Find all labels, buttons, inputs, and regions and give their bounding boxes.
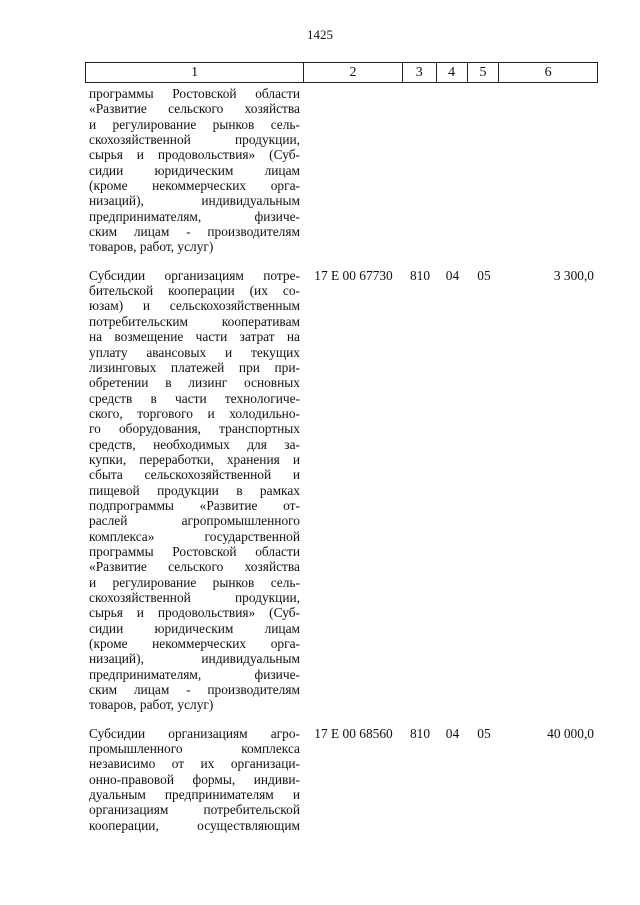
table-body bbox=[85, 86, 598, 833]
row-column-5: 05 bbox=[477, 267, 491, 283]
description-line: (кроме некоммерческих орга- bbox=[89, 636, 300, 652]
description-line: кооперации, осуществляющим bbox=[89, 817, 300, 833]
table-row bbox=[85, 86, 598, 255]
description-line: ским лицам - производителям bbox=[89, 682, 300, 698]
row-column-3 bbox=[403, 86, 437, 255]
column-header-6: 6 bbox=[544, 64, 552, 80]
description-line: скохозяйственной продукции, bbox=[89, 132, 300, 148]
description-line: пищевой продукции в рамках bbox=[89, 482, 300, 498]
description-line: лизинговых платежей при при- bbox=[89, 359, 300, 375]
description-line: сидии юридическим лицам bbox=[89, 620, 300, 636]
description-line: онно-правовой формы, индиви- bbox=[89, 771, 300, 787]
row-code: 17 Е 00 67730 bbox=[314, 267, 393, 283]
description-line: юзам) и сельскохозяйственным bbox=[89, 298, 300, 314]
description-line: и регулирование рынков сель- bbox=[89, 116, 300, 132]
description-line: ского, торгового и холодильно- bbox=[89, 405, 300, 421]
description-line: «Развитие сельского хозяйства bbox=[89, 101, 300, 117]
description-line: предпринимателям, физиче- bbox=[89, 208, 300, 224]
description-line: сидии юридическим лицам bbox=[89, 162, 300, 178]
row-description bbox=[85, 726, 304, 833]
description-line: низаций), индивидуальным bbox=[89, 193, 300, 209]
row-description bbox=[85, 268, 304, 713]
row-code: 17 Е 00 68560 bbox=[314, 725, 393, 741]
table-row bbox=[85, 268, 598, 713]
description-line: (кроме некоммерческих орга- bbox=[89, 178, 300, 194]
description-line: раслей агропромышленного bbox=[89, 513, 300, 529]
row-column-5 bbox=[468, 86, 500, 255]
description-line: программы Ростовской области bbox=[89, 543, 300, 559]
column-header-1: 1 bbox=[86, 63, 304, 82]
budget-table bbox=[85, 62, 598, 833]
column-header-3: 3 bbox=[403, 63, 437, 82]
description-line: предпринимателям, физиче- bbox=[89, 666, 300, 682]
table-header-row bbox=[85, 62, 598, 83]
table-row bbox=[85, 726, 598, 833]
row-column-3: 810 bbox=[409, 725, 431, 741]
description-line: уплату авансовых и текущих bbox=[89, 344, 300, 360]
column-header-2: 2 bbox=[304, 63, 403, 82]
description-line: Субсидии организациям потре- bbox=[89, 267, 300, 283]
description-line: сырья и продовольствия» (Суб- bbox=[89, 605, 300, 621]
description-line: ским лицам - производителям bbox=[89, 224, 300, 240]
row-column-4: 04 bbox=[445, 725, 460, 741]
row-amount: 3 300,0 bbox=[553, 267, 594, 283]
description-line: «Развитие сельского хозяйства bbox=[89, 559, 300, 575]
description-line: промышленного комплекса bbox=[89, 741, 300, 757]
column-header-5: 5 bbox=[468, 63, 500, 82]
page-number: 1425 bbox=[307, 27, 333, 42]
description-line: организациям потребительской bbox=[89, 802, 300, 818]
row-column-4: 04 bbox=[445, 267, 460, 283]
row-column-4 bbox=[437, 86, 468, 255]
description-line: го оборудования, транспортных bbox=[89, 421, 300, 437]
description-line: средств в части технологиче- bbox=[89, 390, 300, 406]
row-description bbox=[85, 86, 304, 255]
description-line: товаров, работ, услуг) bbox=[89, 697, 214, 713]
description-line: низаций), индивидуальным bbox=[89, 651, 300, 667]
row-column-5: 05 bbox=[477, 725, 491, 741]
description-line: сырья и продовольствия» (Суб- bbox=[89, 147, 300, 163]
description-line: и регулирование рынков сель- bbox=[89, 574, 300, 590]
row-code bbox=[304, 86, 403, 255]
description-line: обретении в лизинг основных bbox=[89, 375, 300, 391]
description-line: бительской кооперации (их со- bbox=[89, 283, 300, 299]
description-line: Субсидии организациям агро- bbox=[89, 725, 300, 741]
description-line: купки, переработки, хранения и bbox=[89, 451, 300, 467]
description-line: независимо от их организаци- bbox=[89, 756, 300, 772]
description-line: товаров, работ, услуг) bbox=[89, 239, 214, 255]
description-line: подпрограммы «Развитие от- bbox=[89, 497, 300, 513]
row-column-3: 810 bbox=[409, 267, 431, 283]
description-line: на возмещение части затрат на bbox=[89, 329, 300, 345]
description-line: скохозяйственной продукции, bbox=[89, 590, 300, 605]
description-line: дуальным предпринимателям и bbox=[89, 787, 300, 803]
description-line: программы Ростовской области bbox=[89, 86, 300, 101]
description-line: средств, необходимых для за- bbox=[89, 436, 300, 452]
row-amount bbox=[500, 86, 598, 255]
column-header-4: 4 bbox=[437, 63, 468, 82]
description-line: потребительским кооперативам bbox=[89, 313, 300, 329]
row-amount: 40 000,0 bbox=[547, 725, 594, 741]
description-line: комплекса» государственной bbox=[89, 528, 300, 544]
description-line: сбыта сельскохозяйственной и bbox=[89, 467, 300, 483]
